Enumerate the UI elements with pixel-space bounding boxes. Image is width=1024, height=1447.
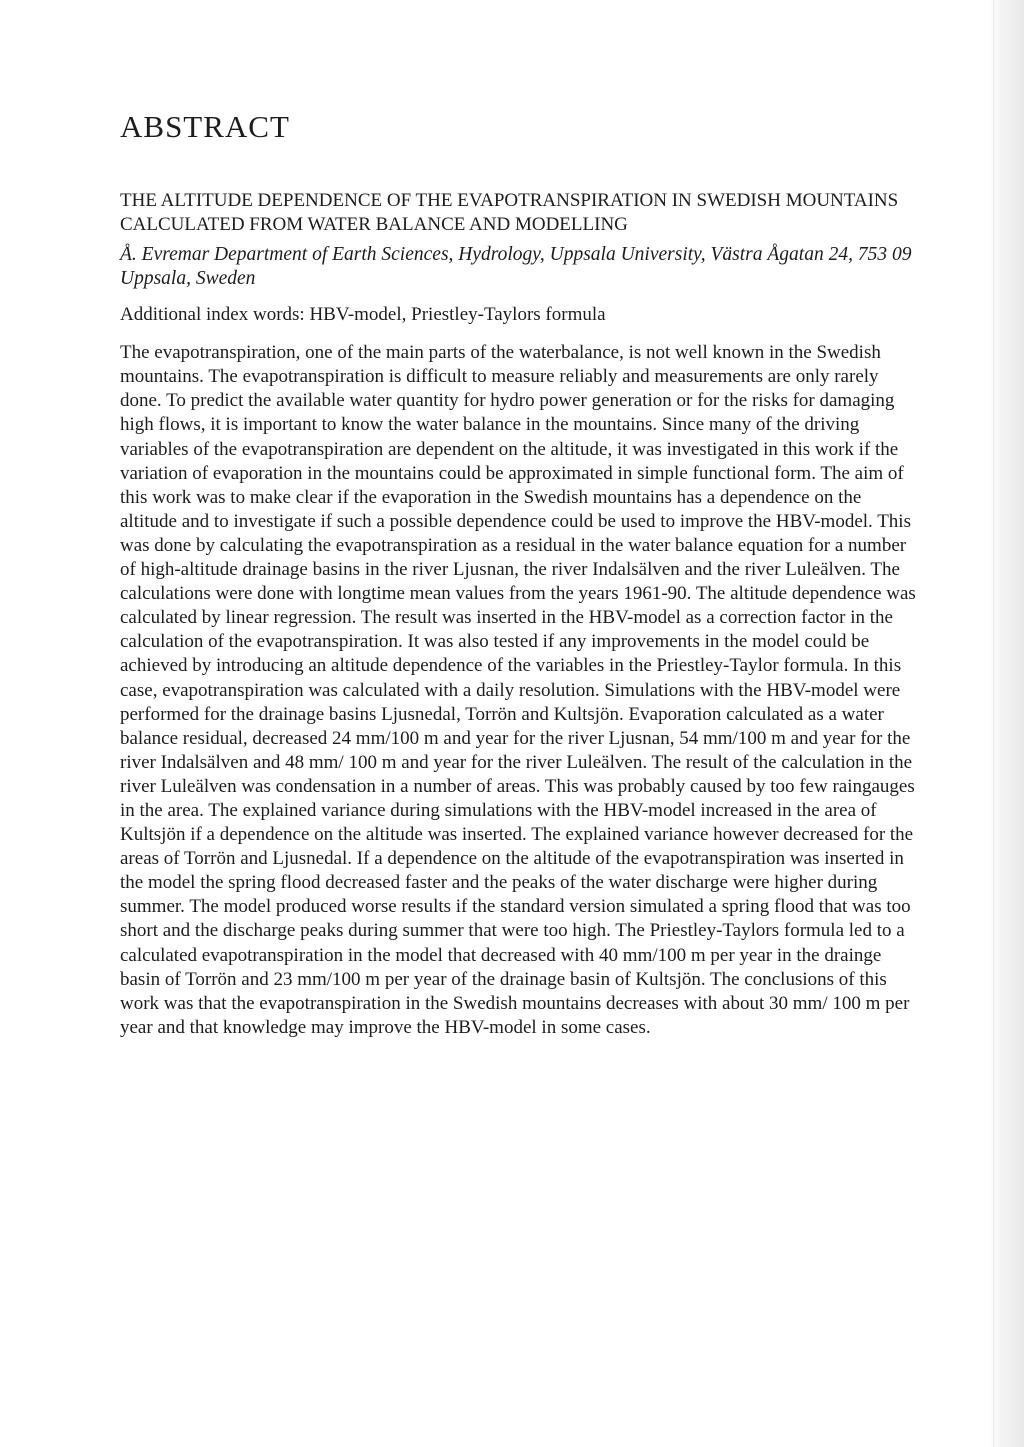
- section-heading: ABSTRACT: [120, 109, 290, 144]
- abstract-section: [120, 108, 920, 1040]
- author-affiliation: Å. Evremar Department of Earth Sciences, Hydrology, Uppsala University, Västra Ågatan 24, 753 09 Uppsala, Sweden: [120, 244, 912, 290]
- abstract-body: The evapotranspiration, one of the main parts of the waterbalance, is not well known in the Swedish mountains. The evapotranspiration is difficult to measure reliably and measurements are only rarely done. To predict the available water quantity for hydro power generation or for the risks for damaging high flows, it is important to know the water balance in the mountains. Since many of the driving variables of the evapotranspiration are dependent on the altitude, it was investigated in this work if the variation of evaporation in the mountains could be approximated in simple functional form. The aim of this work was to make clear if the evaporation in the Swedish mountains has a dependence on the altitude and to investigate if such a possible dependence could be used to improve the HBV-model. This was done by calculating the evapotranspiration as a residual in the water balance equation for a number of high-altitude drainage basins in the river Ljusnan, the river Indalsälven and the river Luleälven. The calculations were done with longtime mean values from the years 1961-90. The altitude dependence was calculated by linear regression. The result was inserted in the HBV-model as a correction factor in the calculation of the evapotranspiration. It was also tested if any improvements in the model could be achieved by introducing an altitude dependence of the variables in the Priestley-Taylor formula. In this case, evapotranspiration was calculated with a daily resolution. Simulations with the HBV-model were performed for the drainage basins Ljusnedal, Torrön and Kultsjön. Evaporation calculated as a water balance residual, decreased 24 mm/100 m and year for the river Ljusnan, 54 mm/100 m and year for the river Indalsälven and 48 mm/ 100 m and year for the river Luleälven. The result of the calculation in the river Luleälven was condensation in a number of areas. This was probably caused by too few raingauges in the area. The explained variance during simulations with the HBV-model increased in the area of Kultsjön if a dependence on the altitude was inserted. The explained variance however decreased for the areas of Torrön and Ljusnedal. If a dependence on the altitude of the evapotranspiration was inserted in the model the spring flood decreased faster and the peaks of the water discharge were higher during summer. The model produced worse results if the standard version simulated a spring flood that was too short and the discharge peaks during summer that were too high. The Priestley-Taylors formula led to a calculated evapotranspiration in the model that decreased with 40 mm/100 m per year in the drainge basin of Torrön and 23 mm/100 m per year of the drainage basin of Kultsjön. The conclusions of this work was that the evapotranspiration in the Swedish mountains decreases with about 30 mm/ 100 m per year and that knowledge may improve the HBV-model in some cases.: [120, 342, 916, 1038]
- index-words: Additional index words: HBV-model, Priestley-Taylors formula: [120, 304, 606, 326]
- paper-title: THE ALTITUDE DEPENDENCE OF THE EVAPOTRANSPIRATION IN SWEDISH MOUNTAINS CALCULATED FROM WATER BALANCE AND MODELLING: [120, 190, 899, 236]
- page-edge-line: [993, 0, 994, 1447]
